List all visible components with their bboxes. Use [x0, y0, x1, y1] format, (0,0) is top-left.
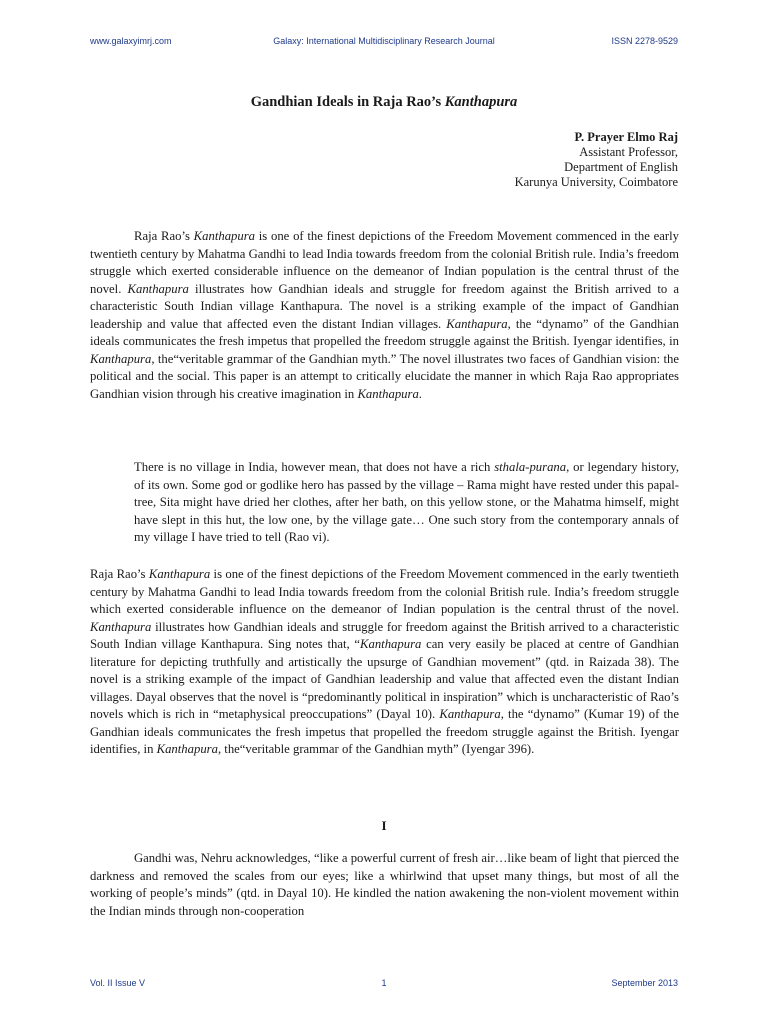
abstract-text: , the “dynamo” of the Gandhian ideals communicates the fresh impetus that propelled the freedom struggle against the British. Iyengar identifies, in [90, 316, 679, 348]
section-heading: I [381, 818, 387, 833]
footer-page-number: 1 [381, 978, 387, 988]
body-italic: Kanthapura [90, 619, 152, 634]
author-institution: Karunya University, Coimbatore [514, 175, 678, 189]
quote-italic: sthala-purana [494, 460, 567, 474]
title-text: Gandhian Ideals in Raja Rao’s [250, 94, 445, 110]
abstract-italic: Kanthapura [193, 229, 256, 243]
abstract-italic: Kanthapura [357, 386, 419, 401]
abstract-text: Raja Rao’s [134, 229, 194, 243]
body-text: Raja Rao’s [90, 567, 149, 581]
author-block [515, 130, 678, 190]
author-position: Assistant Professor, [579, 145, 678, 159]
abstract-text: illustrates how Gandhian ideals and struggle for freedom against the British arrived to a characteristic South Indian village Kanthapura. The novel is a striking example of the impact of Gandhian leadership and value that affected even the distant Indian villages. [90, 281, 679, 331]
abstract-text: is one of the finest depictions of the Freedom Movement commenced in the early twentieth century by Mahatma Gandhi to lead India towards freedom from the colonial British rule. India’s freedom struggle which exerted considerable influence on the demeanor of Indian population is the central thrust of the novel. [90, 229, 679, 296]
author-department: Department of English [564, 160, 678, 174]
body-italic: Kanthapura [148, 567, 211, 581]
quote-text: There is no village in India, however mean, that does not have a rich [134, 460, 495, 474]
body-italic: Kanthapura [156, 742, 218, 756]
paper-title [90, 94, 678, 111]
body-text: can very easily be placed at centre of Gandhian literature for depicting truthfully and artistically the upsurge of Gandhian movement” (qtd. in Raizada 38). The novel is a striking example of the impact of Gandhian leadership and value that affected even the distant Indian villages. Dayal observes that the novel is “predominantly political in inspiration” which is uncharacteristic of Rao’s novels which is rich in “metaphysical preoccupations” (Dayal 10). [90, 637, 679, 721]
header-issn: ISSN 2278-9529 [611, 36, 678, 46]
abstract-italic: Kanthapura [446, 316, 508, 331]
footer-volume: Vol. II Issue V [90, 978, 146, 988]
body-text: , the “dynamo” (Kumar 19) of the Gandhian ideals communicates the fresh impetus that propelled the freedom struggle against the British. Iyengar identifies, in [90, 707, 679, 756]
abstract-italic: Kanthapura [90, 351, 152, 366]
body-paragraph [90, 566, 679, 759]
body-text: illustrates how Gandhian ideals and struggle for freedom against the British arrived to a characteristic South Indian village Kanthapura. Sing notes that, “ [90, 619, 679, 651]
abstract-paragraph [90, 228, 679, 403]
body-italic: Kanthapura [439, 707, 501, 721]
header-journal-name: Galaxy: International Multidisciplinary Research Journal [273, 36, 495, 46]
abstract-italic: Kanthapura [127, 281, 189, 296]
quote-text: , or legendary history, of its own. Some god or godlike hero has passed by the village – Rama might have rested under this papal-tree, Sita might have dried her clothes, after her bath, on this yellow stone, or the Mahatma himself, might have slept in this hut, the low one, by the village gate… One such story from the contemporary annals of my village I have tried to tell (Rao vi). [134, 460, 679, 544]
body-text: is one of the finest depictions of the Freedom Movement commenced in the early twentieth century by Mahatma Gandhi to lead India towards freedom from the colonial British rule. India’s freedom struggle which exerted considerable influence on the demeanor of Indian population is the central thrust of the novel. [90, 567, 679, 616]
section-paragraph: Gandhi was, Nehru acknowledges, “like a powerful current of fresh air…like beam of light that pierced the darkness and removed the scales from our eyes; like a whirlwind that upset many things, but most of all the working of people’s minds” (qtd. in Dayal 10). He kindled the nation awakening the non-violent movement within the Indian minds through non-cooperation [90, 851, 679, 918]
body-text: , the“veritable grammar of the Gandhian myth” (Iyengar 396). [217, 742, 535, 756]
body-italic: Kanthapura [360, 637, 422, 651]
abstract-text: , the“veritable grammar of the Gandhian myth.” The novel illustrates two faces of Gandhian vision: the political and the social. This paper is an attempt to critically elucidate the manner in which Raja Rao appropriates Gandhian vision through his creative imagination in [90, 351, 679, 401]
header-website: www.galaxyimrj.com [90, 36, 172, 46]
author-name: P. Prayer Elmo Raj [574, 130, 678, 144]
footer-date: September 2013 [611, 978, 678, 988]
title-italic: Kanthapura [444, 94, 518, 110]
abstract-text: . [418, 386, 422, 401]
block-quote [134, 459, 679, 547]
